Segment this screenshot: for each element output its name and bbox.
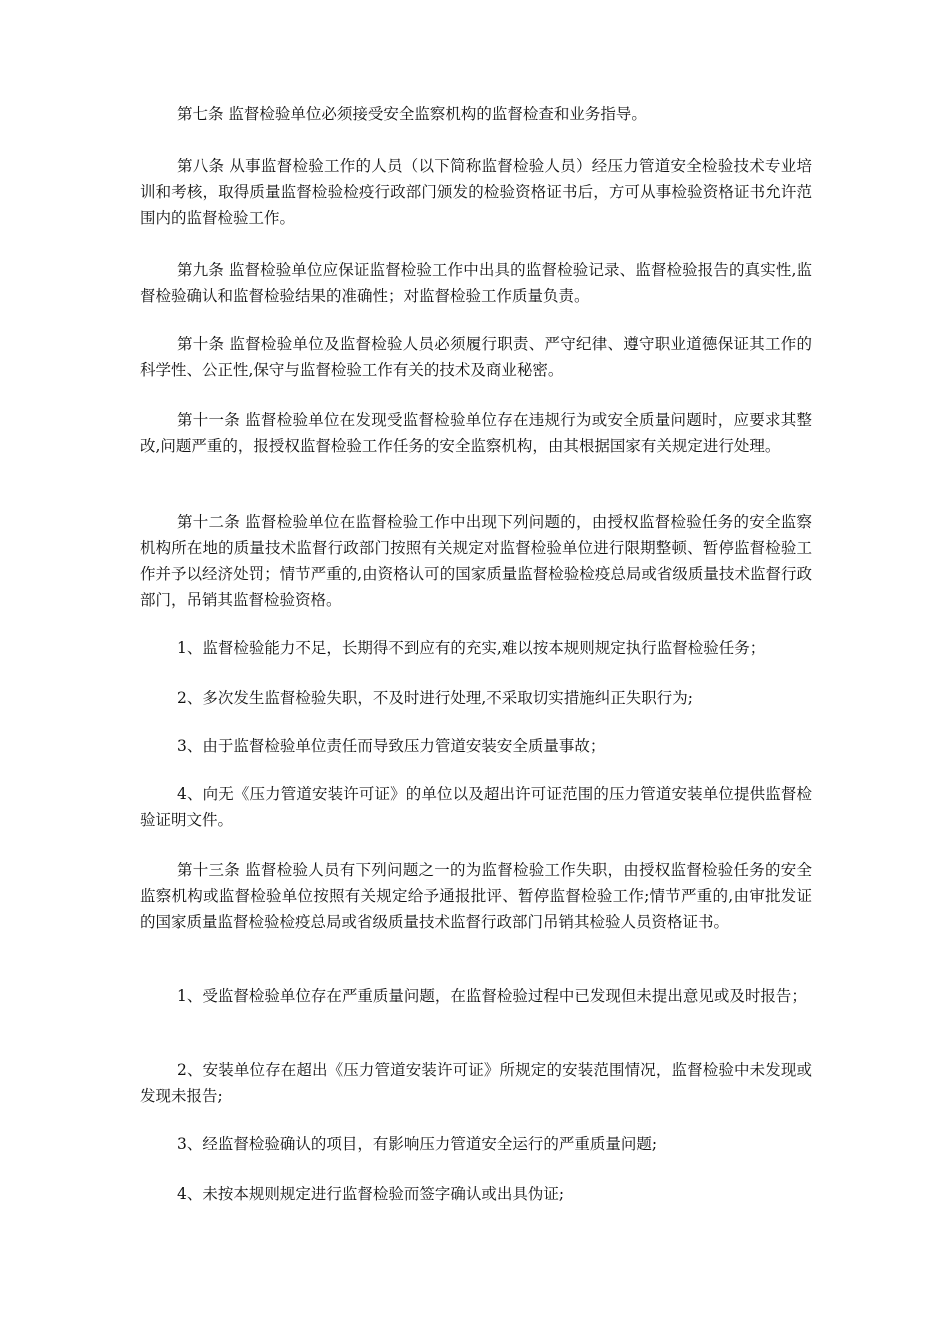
article-13-item-4: 4、未按本规则规定进行监督检验而签字确认或出具伪证;: [177, 1185, 565, 1203]
article-12-item-4: 4、向无《压力管道安装许可证》的单位以及超出许可证范围的压力管道安装单位提供监督检验证明文件。: [140, 785, 812, 829]
article-12-item-1: 1、监督检验能力不足，长期得不到应有的充实,难以按本规则规定执行监督检验任务；: [177, 639, 766, 657]
article-13-item-2: 2、安装单位存在超出《压力管道安装许可证》所规定的安装范围情况，监督检验中未发现或发现未报告;: [140, 1061, 812, 1105]
article-12-item-2: 2、多次发生监督检验失职，不及时进行处理,不采取切实措施纠正失职行为;: [177, 689, 694, 707]
article-13-item-3: 3、经监督检验确认的项目，有影响压力管道安全运行的严重质量问题;: [177, 1135, 658, 1153]
article-12-paragraph: 第十二条 监督检验单位在监督检验工作中出现下列问题的，由授权监督检验任务的安全监察机构所在地的质量技术监督行政部门按照有关规定对监督检验单位进行限期整顿、暂停监督检验工作并予以经济处罚；情节严重的,由资格认可的国家质量监督检验检疫总局或省级质量技术监督行政部门，吊销其监督检验资格。: [140, 513, 812, 609]
article-9-paragraph: 第九条 监督检验单位应保证监督检验工作中出具的监督检验记录、监督检验报告的真实性,监督检验确认和监督检验结果的准确性；对监督检验工作质量负责。: [140, 261, 812, 305]
article-8-paragraph: 第八条 从事监督检验工作的人员（以下简称监督检验人员）经压力管道安全检验技术专业培训和考核，取得质量监督检验检疫行政部门颁发的检验资格证书后，方可从事检验资格证书允许范围内的监督检验工作。: [140, 157, 812, 227]
article-13-item-1: 1、受监督检验单位存在严重质量问题，在监督检验过程中已发现但未提出意见或及时报告；: [177, 987, 807, 1005]
article-12-item-3: 3、由于监督检验单位责任而导致压力管道安装安全质量事故；: [177, 737, 606, 755]
article-13-paragraph: 第十三条 监督检验人员有下列问题之一的为监督检验工作失职，由授权监督检验任务的安全监察机构或监督检验单位按照有关规定给予通报批评、暂停监督检验工作;情节严重的,由审批发证的国家质量监督检验检疫总局或省级质量技术监督行政部门吊销其检验人员资格证书。: [140, 861, 812, 931]
article-11-paragraph: 第十一条 监督检验单位在发现受监督检验单位存在违规行为或安全质量问题时，应要求其整改,问题严重的，报授权监督检验工作任务的安全监察机构，由其根据国家有关规定进行处理。: [140, 411, 812, 455]
article-7-paragraph: 第七条 监督检验单位必须接受安全监察机构的监督检查和业务指导。: [177, 105, 647, 123]
article-10-paragraph: 第十条 监督检验单位及监督检验人员必须履行职责、严守纪律、遵守职业道德保证其工作的科学性、公正性,保守与监督检验工作有关的技术及商业秘密。: [140, 335, 812, 379]
